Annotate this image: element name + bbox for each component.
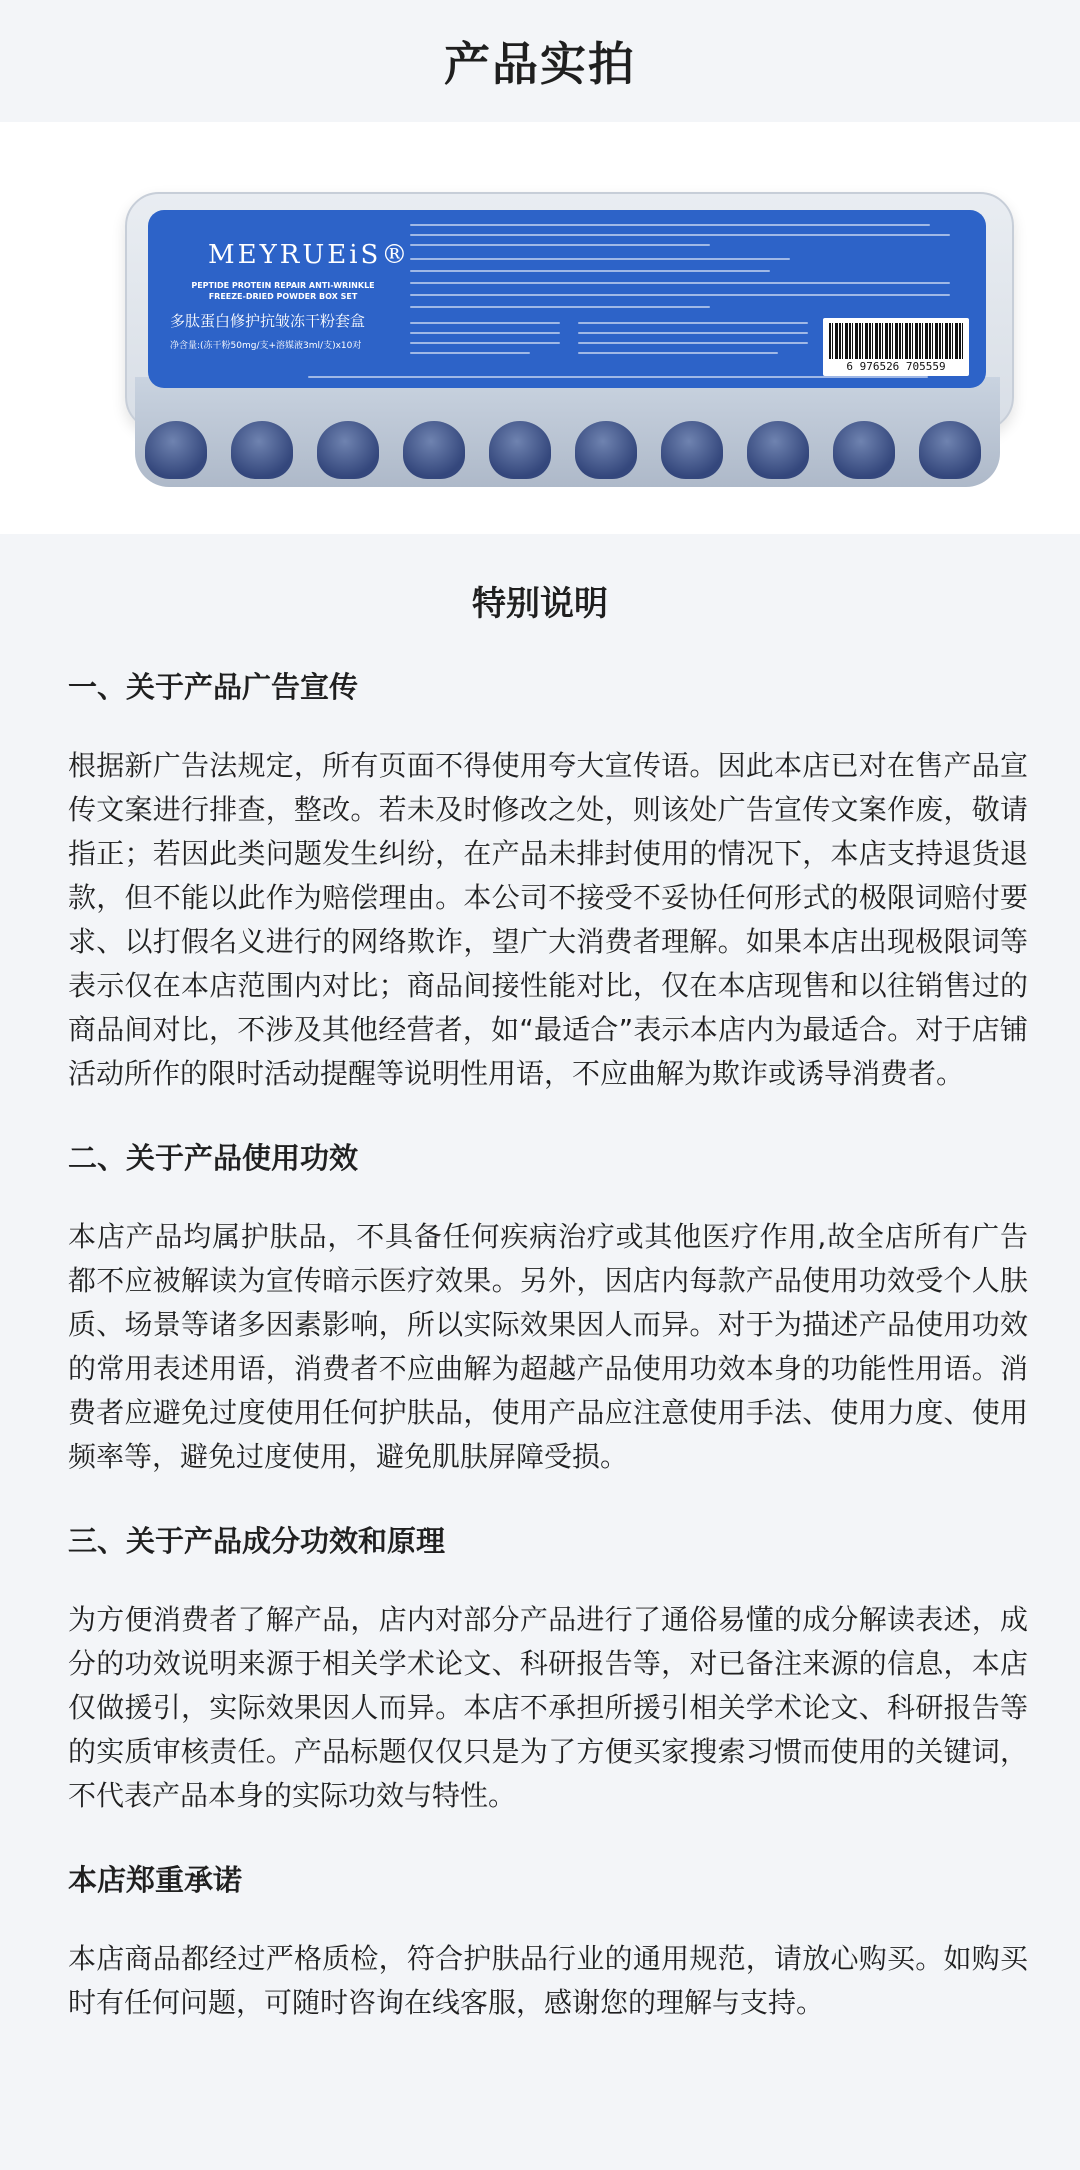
section-heading-ingredients: 三、关于产品成分功效和原理 — [68, 1524, 446, 1558]
section-heading-advertising: 一、关于产品广告宣传 — [68, 670, 359, 704]
product-name-cn: 多肽蛋白修护抗皱冻干粉套盒 — [170, 312, 366, 330]
vial-cap — [919, 421, 981, 479]
product-photo — [0, 122, 1080, 534]
label-fine-print — [410, 282, 950, 284]
label-fine-print — [410, 234, 950, 236]
vial-cap — [747, 421, 809, 479]
label-fine-print — [410, 244, 710, 246]
vial-cap — [145, 421, 207, 479]
label-fine-print — [410, 322, 560, 324]
vial-cap — [489, 421, 551, 479]
barcode-bars — [829, 323, 963, 359]
vial-cap — [231, 421, 293, 479]
vial-cap — [661, 421, 723, 479]
notice-title: 特别说明 — [472, 584, 608, 624]
label-fine-print — [410, 294, 950, 296]
label-fine-print — [410, 306, 710, 308]
page-header — [0, 0, 1080, 122]
barcode-number: 6 976526 705559 — [846, 360, 946, 373]
label-fine-print — [578, 322, 808, 324]
product-tray-base — [135, 377, 1000, 487]
page-title: 产品实拍 — [444, 37, 636, 91]
brand-logo: MEYRUEiS® — [208, 240, 411, 270]
section-body-ingredients: 为方便消费者了解产品，店内对部分产品进行了通俗易懂的成分解读表述，成分的功效说明来源于相关学术论文、科研报告等，对已备注来源的信息，本店仅做援引，实际效果因人而异。本店不承担所援引相关学术论文、科研报告等的实质审核责任。产品标题仅仅只是为了方便买家搜索习惯而使用的关键词，不代表产品本身的实际功效与特性。 — [68, 1603, 1028, 1812]
vial-cap — [833, 421, 895, 479]
vial-cap — [317, 421, 379, 479]
vial-cap — [575, 421, 637, 479]
label-fine-print — [578, 342, 808, 344]
label-fine-print — [578, 352, 778, 354]
section-body-efficacy: 本店产品均属护肤品，不具备任何疾病治疗或其他医疗作用,故全店所有广告都不应被解读为宣传暗示医疗效果。另外，因店内每款产品使用功效受个人肤质、场景等诸多因素影响，所以实际效果因人而异。对于为描述产品使用功效的常用表述用语，消费者不应曲解为超越产品使用功效本身的功能性用语。消费者应避免过度使用任何护肤品，使用产品应注意使用手法、使用力度、使用频率等，避免过度使用，避免肌肤屏障受损。 — [68, 1220, 1028, 1473]
net-content: 净含量:(冻干粉50mg/支+溶媒液3ml/支)x10对 — [170, 341, 362, 351]
label-fine-print — [308, 376, 928, 378]
label-fine-print — [410, 342, 560, 344]
product-name-en: PEPTIDE PROTEIN REPAIR ANTI-WRINKLE FREEZE-DRIED POWDER BOX SET — [191, 281, 375, 301]
label-fine-print — [410, 224, 930, 226]
label-fine-print — [410, 332, 560, 334]
section-body-advertising: 根据新广告法规定，所有页面不得使用夸大宣传语。因此本店已对在售产品宣传文案进行排查，整改。若未及时修改之处，则该处广告宣传文案作废，敬请指正；若因此类问题发生纠纷，在产品未排封使用的情况下，本店支持退货退款，但不能以此作为赔偿理由。本公司不接受不妥协任何形式的极限词赔付要求、以打假名义进行的网络欺诈，望广大消费者理解。如果本店出现极限词等表示仅在本店范围内对比；商品间接性能对比，仅在本店现售和以往销售过的商品间对比，不涉及其他经营者，如“最适合”表示本店内为最适合。对于店铺活动所作的限时活动提醒等说明性用语，不应曲解为欺诈或诱导消费者。 — [68, 749, 1028, 1090]
label-fine-print — [410, 270, 770, 272]
product-label — [148, 210, 986, 388]
barcode — [823, 318, 969, 376]
section-heading-efficacy: 二、关于产品使用功效 — [68, 1141, 359, 1175]
notice-content — [0, 576, 1080, 2025]
vial-cap — [403, 421, 465, 479]
label-fine-print — [578, 332, 808, 334]
label-fine-print — [410, 258, 790, 260]
label-fine-print — [410, 352, 530, 354]
section-heading-promise: 本店郑重承诺 — [68, 1863, 243, 1897]
section-body-promise: 本店商品都经过严格质检，符合护肤品行业的通用规范，请放心购买。如购买时有任何问题，可随时咨询在线客服，感谢您的理解与支持。 — [68, 1942, 1028, 2019]
